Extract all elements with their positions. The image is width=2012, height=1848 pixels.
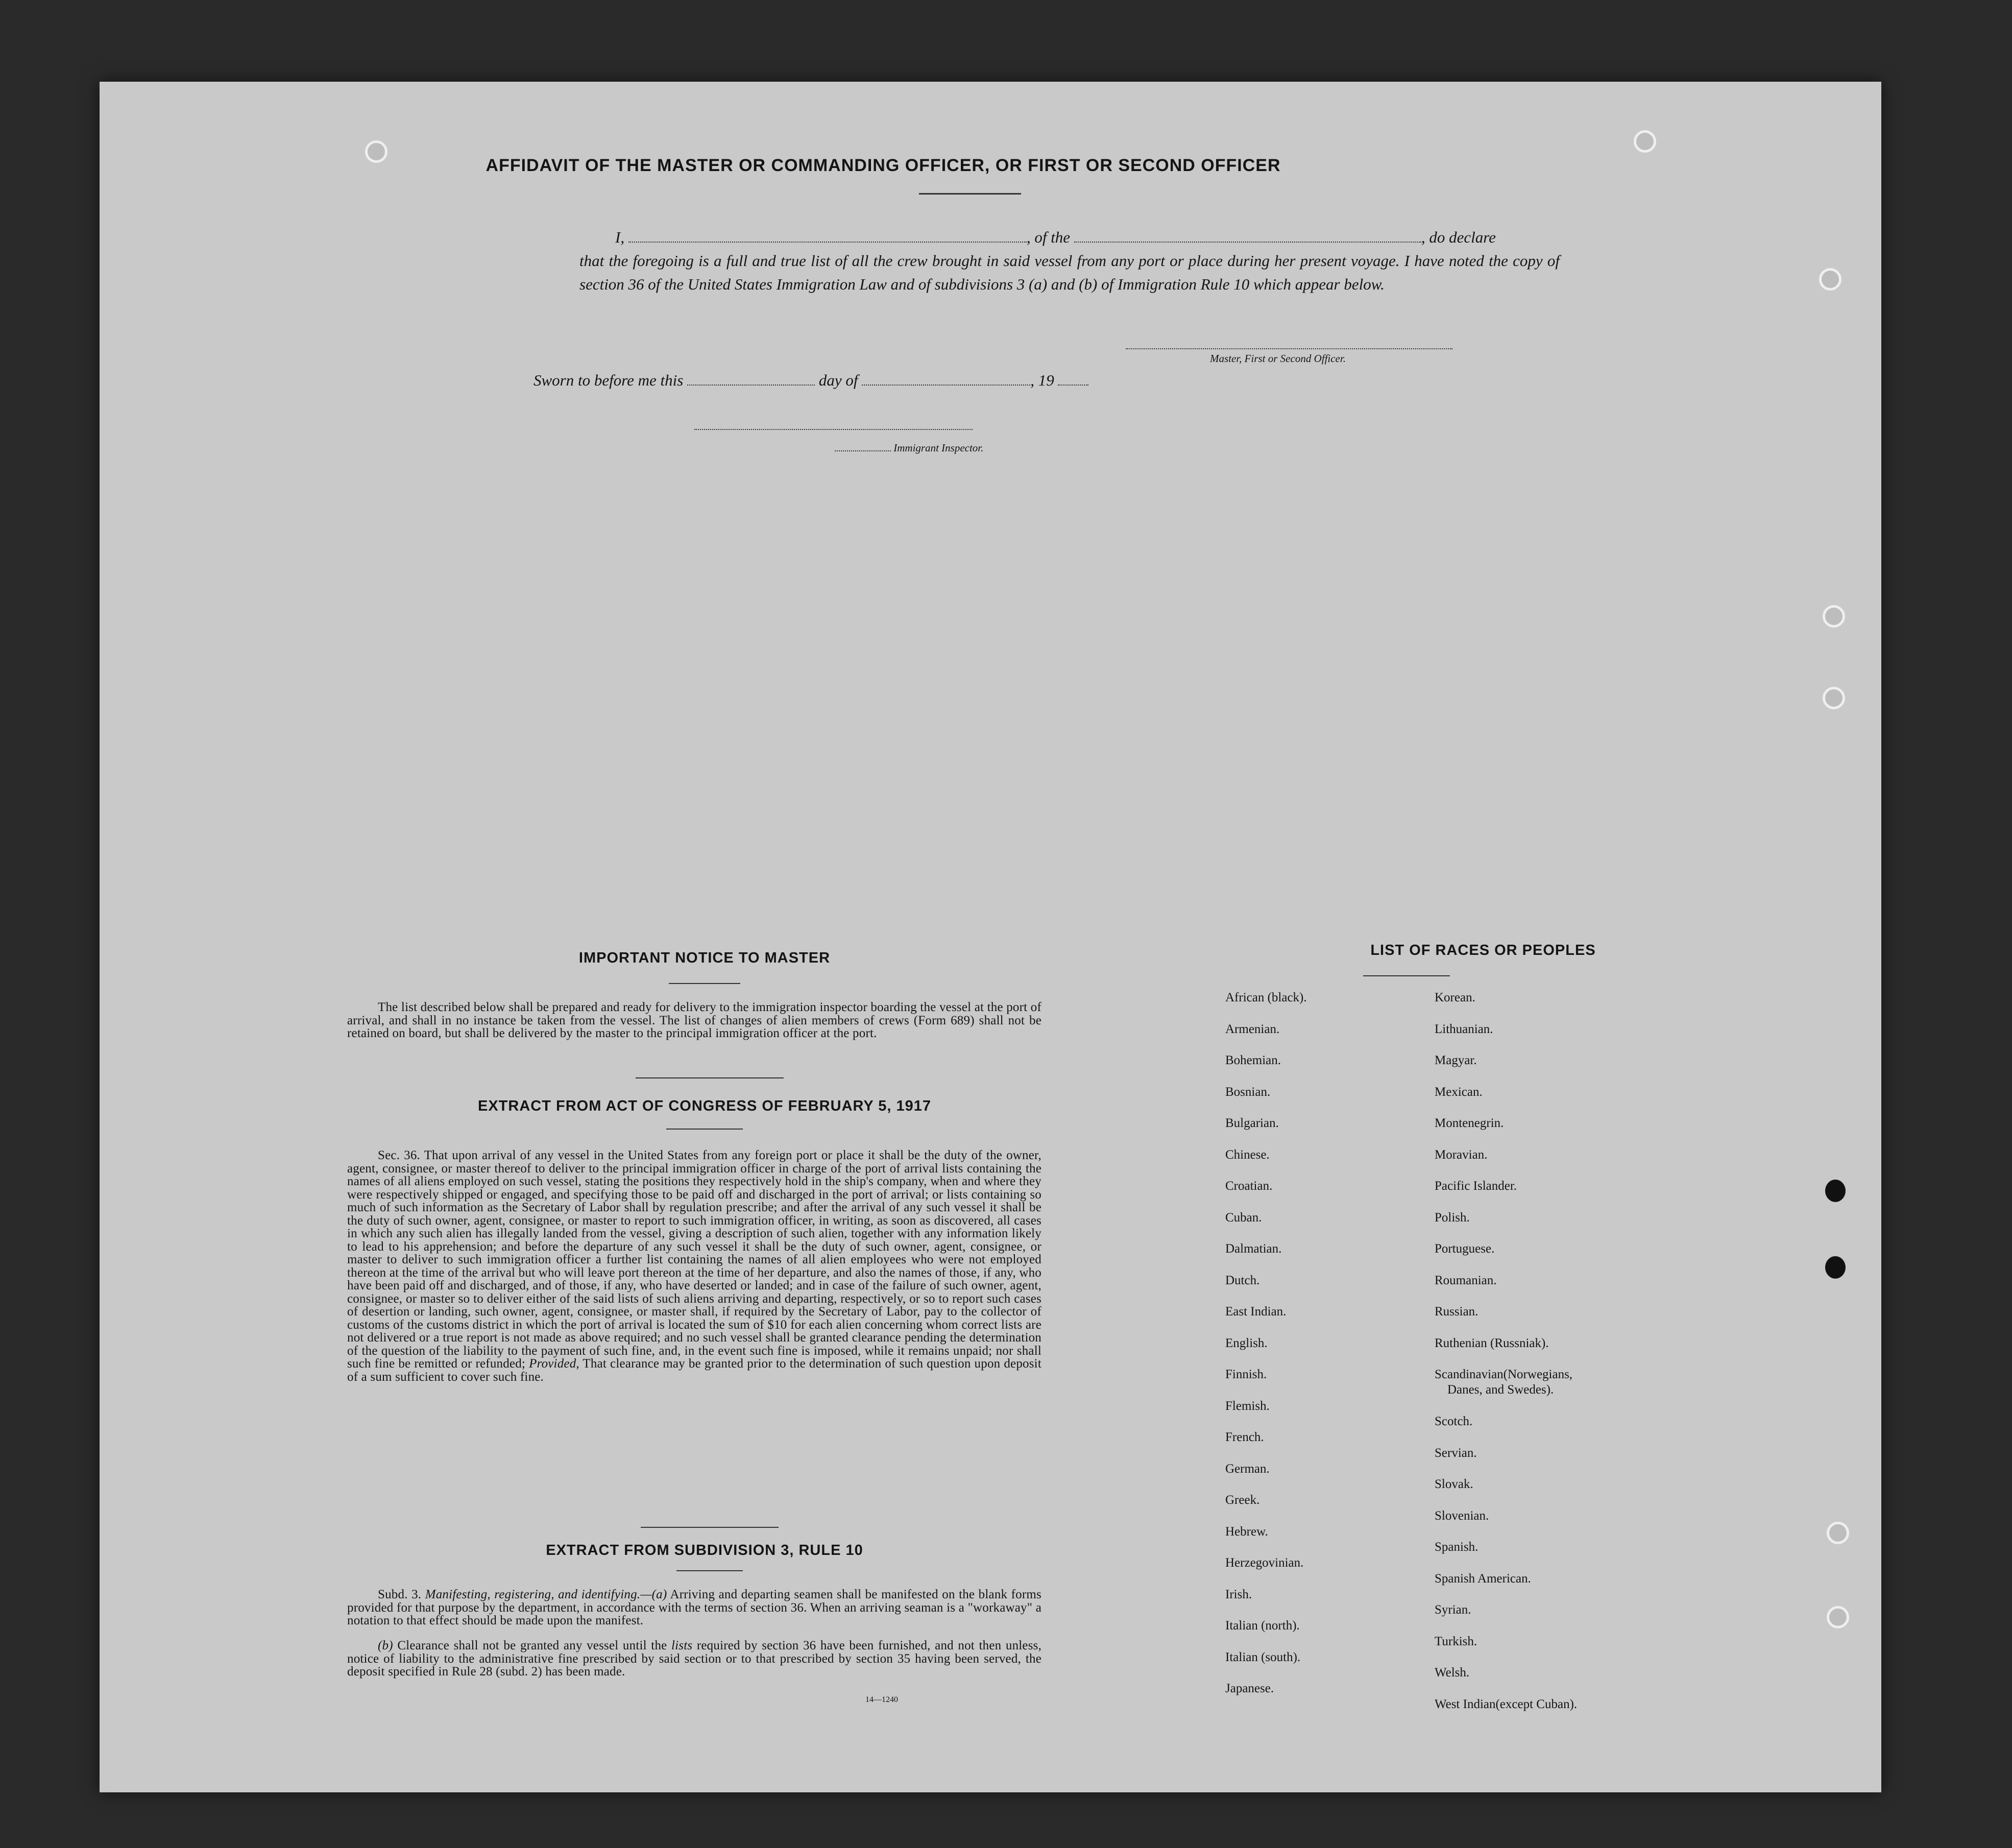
sworn-text: Sworn to before me this bbox=[534, 371, 684, 389]
race-item: Italian (north). bbox=[1225, 1619, 1300, 1633]
act-provided: Provided, bbox=[529, 1357, 579, 1371]
notice-underline bbox=[669, 983, 740, 984]
signature-label: Master, First or Second Officer. bbox=[1210, 352, 1346, 365]
race-item: Flemish. bbox=[1225, 1399, 1270, 1413]
punch-hole bbox=[1825, 1256, 1846, 1279]
race-item: Finnish. bbox=[1225, 1367, 1267, 1381]
punch-hole bbox=[1823, 605, 1845, 628]
race-item: Mexican. bbox=[1435, 1085, 1483, 1099]
punch-hole bbox=[1634, 130, 1656, 153]
section-divider bbox=[641, 1527, 779, 1528]
declare-i-text: I, bbox=[615, 228, 625, 246]
punch-hole bbox=[1827, 1522, 1849, 1544]
race-item: Hebrew. bbox=[1225, 1524, 1268, 1539]
race-item: Portuguese. bbox=[1435, 1242, 1495, 1256]
title-underline bbox=[919, 193, 1021, 195]
race-item: West Indian(except Cuban). bbox=[1435, 1697, 1578, 1711]
race-item: Montenegrin. bbox=[1435, 1116, 1504, 1130]
race-item: Scandinavian(Norwegians, bbox=[1435, 1367, 1573, 1381]
inspector-label: Immigrant Inspector. bbox=[893, 442, 984, 454]
race-item: Dalmatian. bbox=[1225, 1242, 1282, 1256]
year-field[interactable] bbox=[1058, 370, 1088, 386]
vessel-field[interactable] bbox=[1074, 227, 1421, 243]
race-item: French. bbox=[1225, 1430, 1264, 1444]
race-item: Bohemian. bbox=[1225, 1053, 1281, 1067]
race-item: Welsh. bbox=[1435, 1666, 1470, 1679]
punch-hole bbox=[1825, 1180, 1846, 1202]
race-item: Korean. bbox=[1435, 991, 1475, 1004]
act-body bbox=[347, 1149, 1041, 1383]
act-underline bbox=[666, 1129, 743, 1130]
races-column-right bbox=[1435, 991, 1577, 1729]
race-item: Bosnian. bbox=[1225, 1085, 1271, 1099]
race-item: Bulgarian. bbox=[1225, 1116, 1279, 1130]
declare-of-the-text: , of the bbox=[1026, 228, 1071, 246]
race-item: Scotch. bbox=[1435, 1414, 1473, 1428]
race-item: Italian (south). bbox=[1225, 1650, 1301, 1664]
inspector-line bbox=[835, 442, 983, 454]
notice-title: IMPORTANT NOTICE TO MASTER bbox=[578, 950, 831, 966]
race-item: Lithuanian. bbox=[1435, 1022, 1493, 1036]
race-item: East Indian. bbox=[1225, 1305, 1287, 1318]
race-item: Japanese. bbox=[1225, 1682, 1274, 1695]
rule10-para-b-lists: lists bbox=[671, 1639, 693, 1652]
form-number: 14—1240 bbox=[865, 1695, 898, 1704]
race-item: Spanish American. bbox=[1435, 1571, 1531, 1586]
race-item: Pacific Islander. bbox=[1435, 1179, 1517, 1193]
act-title: EXTRACT FROM ACT OF CONGRESS OF FEBRUARY 5, 1917 bbox=[477, 1098, 932, 1114]
race-item: Magyar. bbox=[1435, 1053, 1477, 1067]
rule10-underline bbox=[676, 1570, 743, 1571]
rule10-para-b-text-2: required by section 36 have been furnished, and not then unless, notice of liability to the administrative fine prescribed by said section or to that prescribed by section 35 having been served, the deposit specified in Rule 28 (subd. 2) has been made. bbox=[347, 1639, 1042, 1678]
race-item: Polish. bbox=[1435, 1210, 1470, 1225]
day-field[interactable] bbox=[687, 370, 815, 386]
race-item: Slovenian. bbox=[1435, 1508, 1489, 1523]
rule10-subd-label: Subd. 3. bbox=[378, 1588, 422, 1601]
signature-line[interactable] bbox=[1126, 348, 1452, 349]
race-item: Ruthenian (Russniak). bbox=[1435, 1336, 1549, 1350]
race-item: Greek. bbox=[1225, 1493, 1260, 1507]
race-item: Armenian. bbox=[1225, 1022, 1280, 1036]
race-item: Syrian. bbox=[1435, 1603, 1471, 1617]
race-item: Spanish. bbox=[1435, 1540, 1478, 1554]
race-item: English. bbox=[1225, 1336, 1268, 1350]
race-item: Moravian. bbox=[1435, 1147, 1488, 1162]
rule10-title: EXTRACT FROM SUBDIVISION 3, RULE 10 bbox=[546, 1542, 863, 1558]
rule10-para-a-text: Arriving and departing seamen shall be manifested on the blank forms provided for that purpose by the department, in accordance with the terms of section 36. When an arriving seaman is a "workaway" a notation to that effect should be made upon the manifest. bbox=[347, 1588, 1041, 1627]
rule10-para-b bbox=[347, 1639, 1041, 1678]
affidavit-body: that the foregoing is a full and true list of all the crew brought in said vessel from any port or place during her present voyage. I have noted the copy of section 36 of the United States Immigration Law and of subdivisions 3 (a) and (b) of Immigration Rule 10 which appear below. bbox=[579, 252, 1560, 293]
race-item: Irish. bbox=[1225, 1587, 1252, 1601]
races-underline bbox=[1363, 975, 1450, 976]
act-body-text: That upon arrival of any vessel in the United States from any foreign port or place it shall be the duty of the owner, agent, consignee, or master thereof to deliver to the principal immigration officer in charge of the port of arrival lists containing the names of all aliens employed on such vessel, stating the positions they respectively hold in the ship's company, when and where they were respectively shipped or engaged, and specifying those to be paid off and discharged in the port of arrival; or lists containing so much of such information as the Secretary of Labor shall by regulation prescribe; and after the arrival of any such vessel it shall be the duty of such owner, agent, consignee, or master to report to such immigration officer, in writing, as soon as discovered, all cases in which any such alien has illegally landed from the vessel, giving a description of such alien, together with any information likely to lead to his apprehension; and before the departure of any such vessel it shall be the duty of such owner, agent, consignee, or master to deliver to such immigration officer a further list containing the names of all alien employees who were not employed thereon at the time of the arrival but who will leave port thereon at the time of her departure, and also the names of those, if any, who have been paid off and discharged, and of those, if any, who have deserted or landed; and in case of the failure of such owner, agent, consignee, or master so to deliver either of the said lists of such aliens arriving and departing, respectively, or so to report such cases of desertion or landing, such owner, agent, consignee, or master shall, if required by the Secretary of Labor, pay to the collector of customs of the customs district in which the port of arrival is located the sum of $10 for each alien concerning whom correct lists are not delivered or a true report is not made as above required; and no such vessel shall be granted clearance pending the determination of the question of the liability to the payment of such fine, and, in the event such fine is imposed, while it remains unpaid; nor shall such fine be remitted or refunded; bbox=[347, 1148, 1042, 1371]
document-page bbox=[100, 82, 1881, 1792]
race-item: Dutch. bbox=[1225, 1273, 1260, 1287]
race-item: German. bbox=[1225, 1461, 1270, 1476]
sworn-line bbox=[534, 370, 1088, 390]
rule10-subd-title: Manifesting, registering, and identifying.—(a) bbox=[425, 1588, 667, 1601]
rule10-para-b-label: (b) bbox=[378, 1639, 393, 1652]
punch-hole bbox=[365, 140, 387, 163]
month-field[interactable] bbox=[862, 370, 1030, 386]
race-item: Slovak. bbox=[1435, 1477, 1473, 1491]
name-field[interactable] bbox=[628, 227, 1027, 243]
affidavit-title: AFFIDAVIT OF THE MASTER OR COMMANDING OFFICER, OR FIRST OR SECOND OFFICER bbox=[486, 156, 1281, 175]
race-item: Cuban. bbox=[1225, 1210, 1262, 1225]
year-text: , 19 bbox=[1030, 371, 1054, 389]
race-item: Chinese. bbox=[1225, 1147, 1270, 1162]
act-body-end: That clearance may be granted prior to the determination of such question upon deposit of a sum sufficient to cover such fine. bbox=[347, 1357, 1041, 1384]
inspector-signature-line[interactable] bbox=[694, 429, 973, 430]
declaration-line bbox=[615, 227, 1496, 247]
race-item: Danes, and Swedes). bbox=[1447, 1383, 1554, 1397]
punch-hole bbox=[1827, 1606, 1849, 1628]
act-sec-label: Sec. 36. bbox=[378, 1148, 421, 1162]
race-item: Croatian. bbox=[1225, 1179, 1273, 1193]
punch-hole bbox=[1823, 687, 1845, 709]
race-item: Herzegovinian. bbox=[1225, 1556, 1304, 1570]
race-item: Servian. bbox=[1435, 1446, 1477, 1460]
race-item: Roumanian. bbox=[1435, 1273, 1497, 1287]
section-divider bbox=[636, 1077, 784, 1078]
race-item: Turkish. bbox=[1435, 1634, 1477, 1648]
day-of-text: day of bbox=[818, 371, 858, 389]
rule10-para-b-text-1: Clearance shall not be granted any vessel until the bbox=[397, 1639, 667, 1652]
punch-hole bbox=[1819, 268, 1841, 291]
races-column-left bbox=[1225, 991, 1307, 1713]
race-item: Russian. bbox=[1435, 1305, 1478, 1318]
inspector-field[interactable] bbox=[835, 444, 891, 451]
races-title: LIST OF RACES OR PEOPLES bbox=[1370, 942, 1596, 958]
rule10-para-a bbox=[347, 1588, 1041, 1627]
notice-body: The list described below shall be prepared and ready for delivery to the immigration inspector boarding the vessel at the port of arrival, and shall in no instance be taken from the vessel. The list of changes of alien members of crews (Form 689) shall not be retained on board, but shall be delivered by the master to the principal immigration officer at the port. bbox=[347, 1000, 1041, 1040]
race-item: African (black). bbox=[1225, 991, 1307, 1004]
declare-do-declare-text: , do declare bbox=[1421, 228, 1496, 246]
